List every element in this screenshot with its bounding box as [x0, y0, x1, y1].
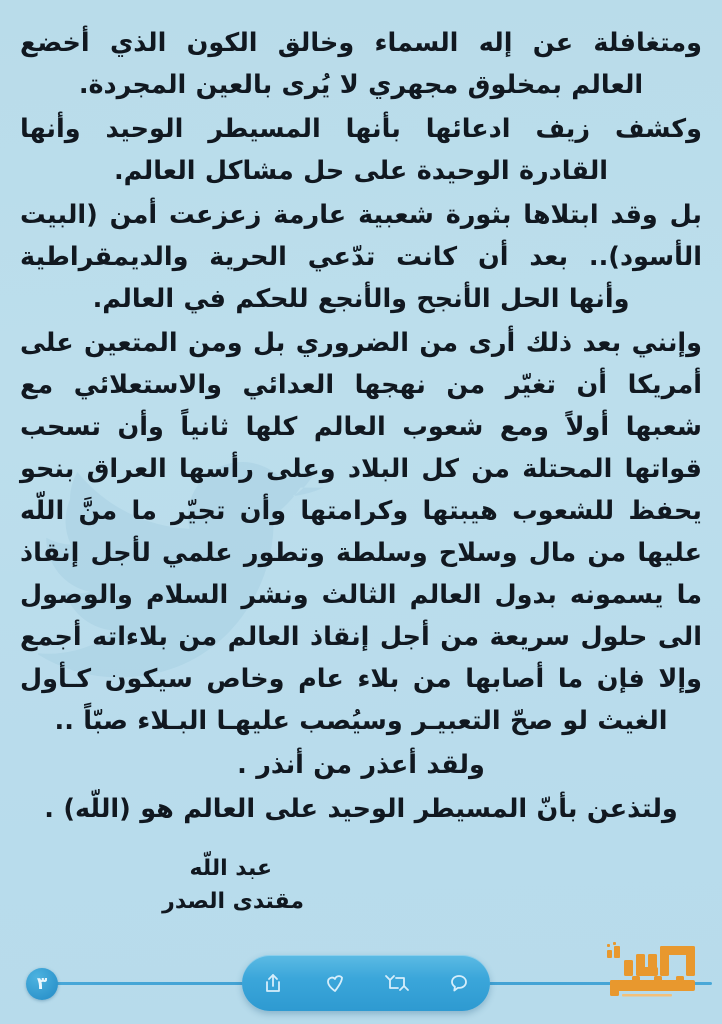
- share-icon: [261, 971, 285, 995]
- signature-line-2: مقتدى الصدر: [162, 889, 304, 914]
- retweet-button[interactable]: [376, 962, 418, 1004]
- signature-line-1: عبد اللّه: [189, 856, 272, 881]
- heart-icon: [323, 971, 347, 995]
- brand-logo[interactable]: [600, 934, 710, 1004]
- signature-block: [20, 852, 702, 918]
- paragraph: وكشف زيف ادعائها بأنها المسيطر الوحيد وأنها القادرة الوحيدة على حل مشاكل العالم.: [20, 114, 702, 186]
- paragraph: ولقد أعذر من أنذر .: [237, 750, 485, 780]
- share-button[interactable]: [252, 962, 294, 1004]
- bottom-action-bar: [0, 942, 722, 1024]
- paragraph: بل وقد ابتلاها بثورة شعبية عارمة زعزعت أمن (البيت الأسود).. بعد أن كانت تدّعي الحرية والديمقراطية وأنها الحل الأنجح والأنجع للحكم في العالم.: [20, 200, 702, 314]
- tweet-body-text: [20, 22, 702, 918]
- like-button[interactable]: [314, 962, 356, 1004]
- retweet-icon: [384, 971, 410, 995]
- paragraph: ومتغافلة عن إله السماء وخالق الكون الذي أخضع العالم بمخلوق مجهري لا يُرى بالعين المجردة.: [20, 28, 702, 100]
- comment-icon: [447, 971, 471, 995]
- comment-button[interactable]: [438, 962, 480, 1004]
- paragraph: ولتذعن بأنّ المسيطر الوحيد على العالم هو (اللّه) .: [44, 794, 678, 824]
- action-button-pill: [242, 955, 490, 1011]
- paragraph: وإنني بعد ذلك أرى من الضروري بل ومن المتعين على أمريكا أن تغيّر من نهجها العدائي والاستعلائي مع شعبها أولاً ومع شعوب العالم كلها ثانياً وأن تسحب قواتها المحتلة من كل البلاد وعلى رأسها العراق بنحو يحفظ للشعوب هيبتها وكرامتها وأن تجيّر ما منَّ اللّه عليها من مال وسلاح وسلطة وتطور علمي لأجل إنقاذ ما يسمونه بدول العالم الثالث ونشر السلام والوصول الى حلول سريعة من أجل إنقاذ العالم من بلاءاته أجمع وإلا فإن ما أصابها من بلاء عام وخاص سيكون كـأول الغيث لو صحّ التعبيـر وسيُصب عليهـا البـلاء صبّاً ..: [20, 328, 702, 736]
- page-number-badge: ٣: [26, 968, 58, 1000]
